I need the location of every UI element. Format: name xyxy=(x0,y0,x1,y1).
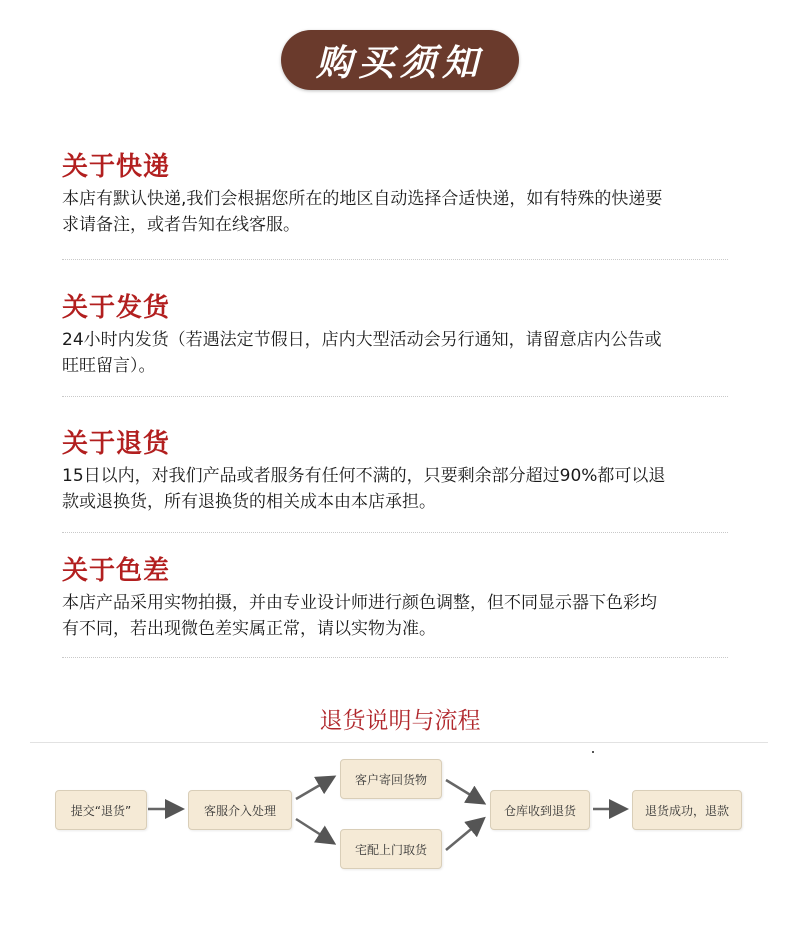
body-line: 求请备注，或者告知在线客服。 xyxy=(62,215,300,235)
arrow-icon xyxy=(446,820,482,850)
arrow-icon xyxy=(296,819,332,842)
body-line: 款或退换货，所有退换货的相关成本由本店承担。 xyxy=(62,492,436,512)
section-heading: 关于快递 xyxy=(62,152,171,182)
flow-title: 退货说明与流程 xyxy=(319,708,481,734)
body-line: 有不同，若出现微色差实属正常，请以实物为准。 xyxy=(62,619,436,639)
section-heading: 关于色差 xyxy=(62,556,171,586)
body-line: 15日以内，对我们产品或者服务有任何不满的，只要剩余部分超过90%都可以退 xyxy=(62,466,666,486)
step-return-success-refund: 退货成功，退款 xyxy=(632,790,742,830)
banner-title: 购买须知 xyxy=(315,41,484,84)
step-customer-service: 客服介入处理 xyxy=(188,790,292,830)
step-submit-return: 提交“退货” xyxy=(55,790,147,830)
body-line: 旺旺留言）。 xyxy=(62,356,156,376)
body-line: 24小时内发货（若遇法定节假日，店内大型活动会另行通知，请留意店内公告或 xyxy=(62,330,662,350)
section-heading: 关于发货 xyxy=(62,293,171,323)
body-line: 本店有默认快递,我们会根据您所在的地区自动选择合适快递，如有特殊的快递要 xyxy=(62,189,663,209)
body-line: 本店产品采用实物拍摄，并由专业设计师进行颜色调整，但不同显示器下色彩均 xyxy=(62,593,657,613)
arrow-icon xyxy=(296,778,332,799)
step-customer-send-back: 客户寄回货物 xyxy=(340,759,442,799)
step-home-pickup: 宅配上门取货 xyxy=(340,829,442,869)
section-heading: 关于退货 xyxy=(62,429,171,459)
arrow-icon xyxy=(446,780,482,802)
step-warehouse-received: 仓库收到退货 xyxy=(490,790,590,830)
